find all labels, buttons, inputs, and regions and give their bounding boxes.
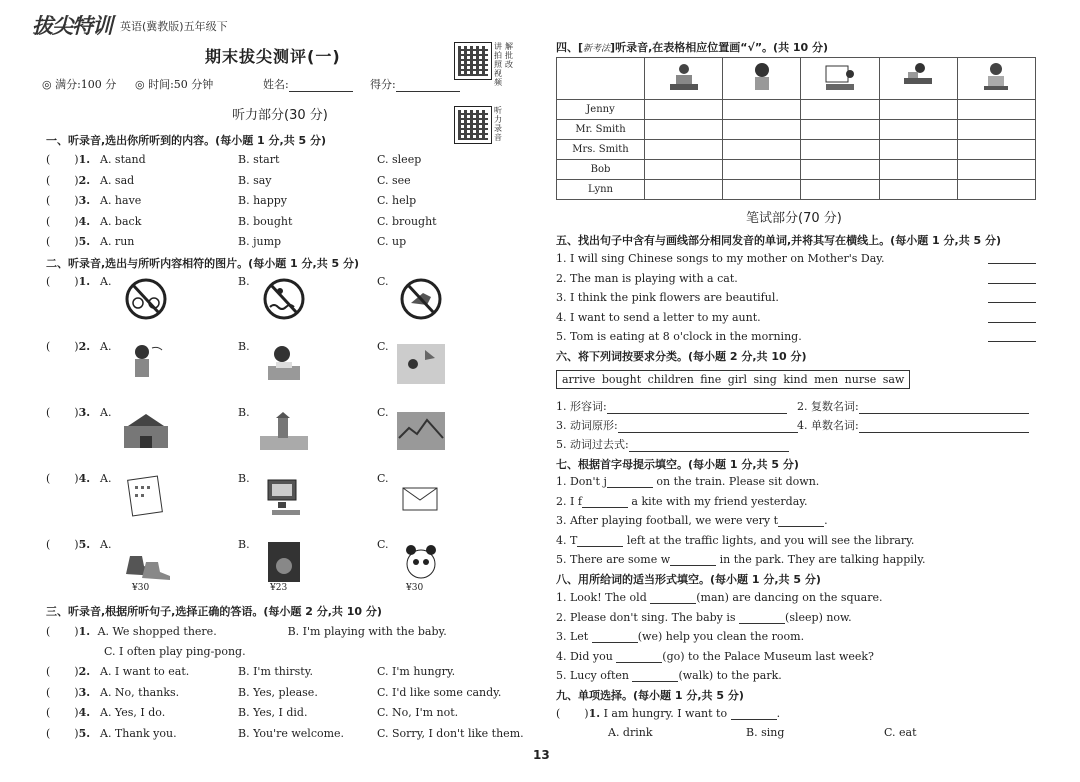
option-c-label[interactable]: C. xyxy=(377,472,389,485)
option-a[interactable]: A. back xyxy=(100,214,142,228)
page-title: 期末拔尖测评(一) xyxy=(205,47,341,66)
picture-option-b[interactable] xyxy=(258,342,310,386)
answer-blank[interactable] xyxy=(988,313,1036,323)
check-cell[interactable] xyxy=(801,120,879,140)
q8-item[interactable] xyxy=(556,611,852,624)
q5-sentence: 2. The man is playing with a cat. xyxy=(556,271,738,285)
question-number: 5. xyxy=(78,726,91,740)
q3-option-a: A. We shopped there. xyxy=(97,625,217,638)
q3-title: 三、听录音,根据所听句子,选择正确的答语。(每小题 2 分,共 10 分) xyxy=(46,605,382,618)
picture-option-a[interactable] xyxy=(120,342,172,386)
option-b-label[interactable]: B. xyxy=(238,340,250,353)
sentence-start: 4. T xyxy=(556,533,578,547)
option-a-label[interactable]: A. xyxy=(100,406,112,419)
q8-item[interactable] xyxy=(556,591,883,604)
option-b[interactable]: B. jump xyxy=(238,235,282,248)
sentence-start: 2. I f xyxy=(556,494,582,508)
picture-option-a[interactable] xyxy=(120,540,172,584)
word-box: arrive bought children fine girl sing kind men nurse saw xyxy=(556,370,910,389)
option-c[interactable]: C. see xyxy=(377,173,411,187)
picture-option-c[interactable] xyxy=(395,277,447,321)
q5-sentence: 4. I want to send a letter to my aunt. xyxy=(556,310,761,324)
fill-blank[interactable] xyxy=(607,477,653,488)
sentence-end: in the park. They are talking happily. xyxy=(716,553,926,566)
q8-item[interactable] xyxy=(556,650,874,663)
brand-logo: 拔尖特训 xyxy=(32,14,112,38)
person-name: Jenny xyxy=(557,100,645,120)
sentence-end: (go) to the Palace Museum last week? xyxy=(662,649,874,663)
q1-item[interactable]: ( )2. xyxy=(46,173,91,187)
picture-option-b[interactable] xyxy=(258,474,310,518)
person-name: Mrs. Smith xyxy=(557,140,645,160)
question-number: 4. xyxy=(78,214,91,228)
q1-item[interactable]: ( )5. xyxy=(46,235,91,248)
option-a[interactable]: A. stand xyxy=(100,153,146,166)
check-cell[interactable] xyxy=(957,160,1035,180)
name-label: 姓名: xyxy=(263,78,289,91)
listening-table xyxy=(556,57,1036,200)
picture-option-b[interactable] xyxy=(258,408,310,452)
time-limit: ◎ 时间:50 分钟 xyxy=(135,78,214,91)
option-c[interactable]: C. brought xyxy=(377,214,437,228)
sentence-start: 1. Look! The old xyxy=(556,591,651,604)
check-cell[interactable] xyxy=(879,120,957,140)
q9-option-a[interactable]: A. drink xyxy=(608,726,653,739)
fill-blank[interactable] xyxy=(670,555,716,566)
q8-item[interactable] xyxy=(556,669,782,682)
table-row xyxy=(557,160,1036,180)
sentence-start: 3. Let xyxy=(556,630,592,643)
person-name: Lynn xyxy=(557,180,645,200)
option-a[interactable]: A. I want to eat. xyxy=(100,665,190,678)
q9-option-b[interactable]: B. sing xyxy=(746,726,785,739)
option-b-label[interactable]: B. xyxy=(238,275,250,288)
q6-category-3[interactable]: 3. 动词原形: xyxy=(556,417,798,433)
q7-item[interactable] xyxy=(556,553,926,566)
writing-section-title: 笔试部分(70 分) xyxy=(746,211,842,226)
answer-blank[interactable] xyxy=(988,254,1036,264)
option-a[interactable]: A. Thank you. xyxy=(100,726,177,740)
option-c[interactable]: C. Sorry, I don't like them. xyxy=(377,726,524,740)
picture-option-a[interactable] xyxy=(120,474,172,518)
question-number: 3. xyxy=(78,406,91,419)
check-cell[interactable] xyxy=(801,180,879,200)
option-c[interactable]: C. help xyxy=(377,194,417,207)
answer-blank[interactable] xyxy=(988,293,1036,303)
option-a[interactable]: A. Yes, I do. xyxy=(100,706,166,719)
check-cell[interactable] xyxy=(801,100,879,120)
question-number: 4. xyxy=(78,472,91,485)
check-cell[interactable] xyxy=(723,100,801,120)
q2-item[interactable]: ( )4. xyxy=(46,472,91,485)
q7-item[interactable] xyxy=(556,514,828,527)
q5-sentence: 1. I will sing Chinese songs to my mother on Mother's Day. xyxy=(556,252,885,265)
qr-code-icon[interactable] xyxy=(454,42,492,80)
sentence-end: on the train. Please sit down. xyxy=(652,475,820,488)
option-c[interactable]: C. sleep xyxy=(377,153,422,166)
price-label: ¥23 xyxy=(270,583,288,593)
check-cell[interactable] xyxy=(723,180,801,200)
fill-blank[interactable] xyxy=(577,536,623,547)
q5-title: 五、找出句子中含有与画线部分相同发音的单词,并将其写在横线上。(每小题 1 分,共 5 分) xyxy=(556,234,1002,247)
picture-option-c[interactable] xyxy=(395,408,447,452)
q2-title: 二、听录音,选出与所听内容相符的图片。(每小题 1 分,共 5 分) xyxy=(46,257,360,270)
check-cell[interactable] xyxy=(645,160,723,180)
q6-title: 六、将下列词按要求分类。(每小题 2 分,共 10 分) xyxy=(556,350,807,363)
check-cell[interactable] xyxy=(723,160,801,180)
question-number: 1. xyxy=(78,275,91,288)
check-cell[interactable] xyxy=(801,140,879,160)
question-number: 2. xyxy=(78,173,91,187)
q8-item[interactable] xyxy=(556,630,804,643)
fill-blank[interactable] xyxy=(582,497,628,508)
picture-option-c[interactable] xyxy=(395,342,447,386)
option-a-label[interactable]: A. xyxy=(100,275,112,288)
q2-item[interactable]: ( )5. xyxy=(46,538,91,551)
activity-pic-1 xyxy=(645,58,723,100)
q2-item[interactable]: ( )1. xyxy=(46,275,91,288)
table-row xyxy=(557,140,1036,160)
sentence-end: (walk) to the park. xyxy=(678,669,782,682)
table-row xyxy=(557,180,1036,200)
q7-title: 七、根据首字母提示填空。(每小题 1 分,共 5 分) xyxy=(556,458,799,471)
option-c-label[interactable]: C. xyxy=(377,340,389,353)
q5-sentence: 5. Tom is eating at 8 o'clock in the morning. xyxy=(556,330,802,343)
picture-option-c[interactable] xyxy=(395,474,447,518)
option-c[interactable]: C. I'd like some candy. xyxy=(377,685,502,699)
check-cell[interactable] xyxy=(723,140,801,160)
question-number: 2. xyxy=(78,340,91,353)
option-b[interactable]: B. Yes, please. xyxy=(238,685,318,699)
new-method-tag: 新考法 xyxy=(583,44,611,54)
option-b-label[interactable]: B. xyxy=(238,472,250,485)
check-cell[interactable] xyxy=(957,100,1035,120)
q5-sentence: 3. I think the pink flowers are beautiful. xyxy=(556,291,779,304)
check-cell[interactable] xyxy=(801,160,879,180)
sentence-start: 3. After playing football, we were very t xyxy=(556,514,779,527)
full-score: ◎ 满分:100 分 xyxy=(42,78,117,91)
sentence-end: (man) are dancing on the square. xyxy=(696,591,883,604)
qr-code-audio-icon[interactable] xyxy=(454,106,492,144)
question-number: 4. xyxy=(78,706,91,719)
picture-option-a[interactable] xyxy=(120,408,172,452)
price-label: ¥30 xyxy=(132,583,150,593)
table-row xyxy=(557,100,1036,120)
q2-item[interactable]: ( )2. xyxy=(46,340,91,353)
activity-pic-5 xyxy=(957,58,1035,100)
fill-blank[interactable] xyxy=(632,671,678,682)
picture-option-a[interactable] xyxy=(120,277,172,321)
listening-section-title: 听力部分(30 分) xyxy=(232,108,328,123)
fill-blank[interactable] xyxy=(592,632,638,643)
check-cell[interactable] xyxy=(879,180,957,200)
option-a[interactable]: A. have xyxy=(100,194,142,207)
picture-option-b[interactable] xyxy=(258,540,310,584)
check-cell[interactable] xyxy=(879,140,957,160)
q3-item[interactable]: ( )2. xyxy=(46,665,91,678)
sentence-start: 5. There are some w xyxy=(556,553,671,566)
option-a-label[interactable]: A. xyxy=(100,538,112,551)
q1-title: 一、听录音,选出你所听到的内容。(每小题 1 分,共 5 分) xyxy=(46,134,327,147)
q4-title: 四、[新考法]听录音,在表格相应位置画“√”。(共 10 分) xyxy=(556,41,829,54)
option-c[interactable]: C. I'm hungry. xyxy=(377,665,456,678)
question-number: 5. xyxy=(78,235,91,248)
option-b[interactable]: B. bought xyxy=(238,214,293,228)
person-name: Mr. Smith xyxy=(557,120,645,140)
page-number: 13 xyxy=(533,748,550,762)
q8-title: 八、用所给词的适当形式填空。(每小题 1 分,共 5 分) xyxy=(556,573,821,586)
check-cell[interactable] xyxy=(645,100,723,120)
option-c[interactable]: C. up xyxy=(377,235,407,248)
subject-label: 英语(冀教版)五年级下 xyxy=(120,20,228,33)
option-b[interactable]: B. Yes, I did. xyxy=(238,706,308,719)
q6-category-2[interactable]: 2. 复数名词: xyxy=(797,398,1029,414)
sentence-end: a kite with my friend yesterday. xyxy=(627,494,808,508)
q3-item-1[interactable]: ( )1. A. We shopped there. B. I'm playing with the baby. xyxy=(46,625,447,638)
fill-blank[interactable] xyxy=(778,516,824,527)
check-cell[interactable] xyxy=(957,140,1035,160)
qr-audio-label: 听力录音 xyxy=(494,106,502,142)
q6-category-5[interactable]: 5. 动词过去式: xyxy=(556,436,789,452)
check-cell[interactable] xyxy=(879,160,957,180)
q6-category-4[interactable]: 4. 单数名词: xyxy=(797,417,1029,433)
q3-item[interactable]: ( )4. xyxy=(46,706,91,719)
q1-item[interactable]: ( )3. xyxy=(46,194,91,207)
qr-label-2: 解批改 xyxy=(505,42,513,69)
option-b-label[interactable]: B. xyxy=(238,406,250,419)
person-name: Bob xyxy=(557,160,645,180)
check-cell[interactable] xyxy=(879,100,957,120)
table-row xyxy=(557,120,1036,140)
q7-item[interactable] xyxy=(556,495,808,508)
fill-blank[interactable] xyxy=(650,593,696,604)
check-cell[interactable] xyxy=(645,180,723,200)
option-b[interactable]: B. You're welcome. xyxy=(238,726,345,740)
activity-pic-3 xyxy=(801,58,879,100)
option-b[interactable]: B. say xyxy=(238,173,272,187)
option-c-label[interactable]: C. xyxy=(377,406,389,419)
question-number: 5. xyxy=(78,538,91,551)
check-cell[interactable] xyxy=(723,120,801,140)
qr-label: 讲拍照视频 xyxy=(494,42,502,87)
question-number: 3. xyxy=(78,685,91,699)
sentence-start: 2. Please don't sing. The baby is xyxy=(556,610,740,624)
option-b[interactable]: B. start xyxy=(238,153,280,166)
activity-pic-4 xyxy=(879,58,957,100)
answer-blank[interactable] xyxy=(988,274,1036,284)
q9-title: 九、单项选择。(每小题 1 分,共 5 分) xyxy=(556,689,744,702)
q9-item-1[interactable]: ( )1. I am hungry. I want to . xyxy=(556,707,781,720)
sentence-start: 4. Did you xyxy=(556,649,617,663)
q3-option-b: B. I'm playing with the baby. xyxy=(287,625,447,638)
check-cell[interactable] xyxy=(645,120,723,140)
sentence-end: (we) help you clean the room. xyxy=(637,630,805,643)
sentence-end: left at the traffic lights, and you will see the library. xyxy=(623,533,915,547)
question-number: 3. xyxy=(78,194,91,207)
picture-option-c[interactable] xyxy=(395,540,447,584)
option-a-label[interactable]: A. xyxy=(100,340,112,353)
q7-item[interactable] xyxy=(556,534,914,547)
option-c-label[interactable]: C. xyxy=(377,275,389,288)
option-b-label[interactable]: B. xyxy=(238,538,250,551)
question-number: 2. xyxy=(78,665,91,678)
question-number: 1. xyxy=(78,153,91,166)
activity-pic-2 xyxy=(723,58,801,100)
q6-category-1[interactable]: 1. 形容词: xyxy=(556,398,787,414)
option-c-label[interactable]: C. xyxy=(377,538,389,551)
option-a[interactable]: A. sad xyxy=(100,173,135,187)
sentence-start: 5. Lucy often xyxy=(556,669,633,682)
q3-item[interactable]: ( )3. xyxy=(46,685,91,699)
q3-option-c: C. I often play ping-pong. xyxy=(104,645,246,658)
check-cell[interactable] xyxy=(645,140,723,160)
option-b[interactable]: B. I'm thirsty. xyxy=(238,665,313,678)
q9-option-c[interactable]: C. eat xyxy=(884,726,917,739)
sentence-end: . xyxy=(824,514,828,527)
q2-item[interactable]: ( )3. xyxy=(46,406,91,419)
sentence-end: (sleep) now. xyxy=(785,610,852,624)
name-field[interactable] xyxy=(263,76,353,92)
score-field[interactable] xyxy=(370,76,460,92)
option-a[interactable]: A. run xyxy=(100,235,135,248)
price-label: ¥30 xyxy=(406,583,424,593)
option-a[interactable]: A. No, thanks. xyxy=(100,685,180,699)
check-cell[interactable] xyxy=(957,120,1035,140)
q1-item[interactable]: ( )4. xyxy=(46,214,91,228)
answer-blank[interactable] xyxy=(988,332,1036,342)
fill-blank[interactable] xyxy=(616,652,662,663)
picture-option-b[interactable] xyxy=(258,277,310,321)
option-b[interactable]: B. happy xyxy=(238,194,288,207)
q7-item[interactable] xyxy=(556,475,819,488)
q1-item[interactable]: ( )1. xyxy=(46,153,91,166)
score-label: 得分: xyxy=(370,78,396,91)
option-c[interactable]: C. No, I'm not. xyxy=(377,706,459,719)
q3-item[interactable]: ( )5. xyxy=(46,726,91,740)
fill-blank[interactable] xyxy=(739,613,785,624)
option-a-label[interactable]: A. xyxy=(100,472,112,485)
check-cell[interactable] xyxy=(957,180,1035,200)
sentence-start: 1. Don't j xyxy=(556,475,607,488)
